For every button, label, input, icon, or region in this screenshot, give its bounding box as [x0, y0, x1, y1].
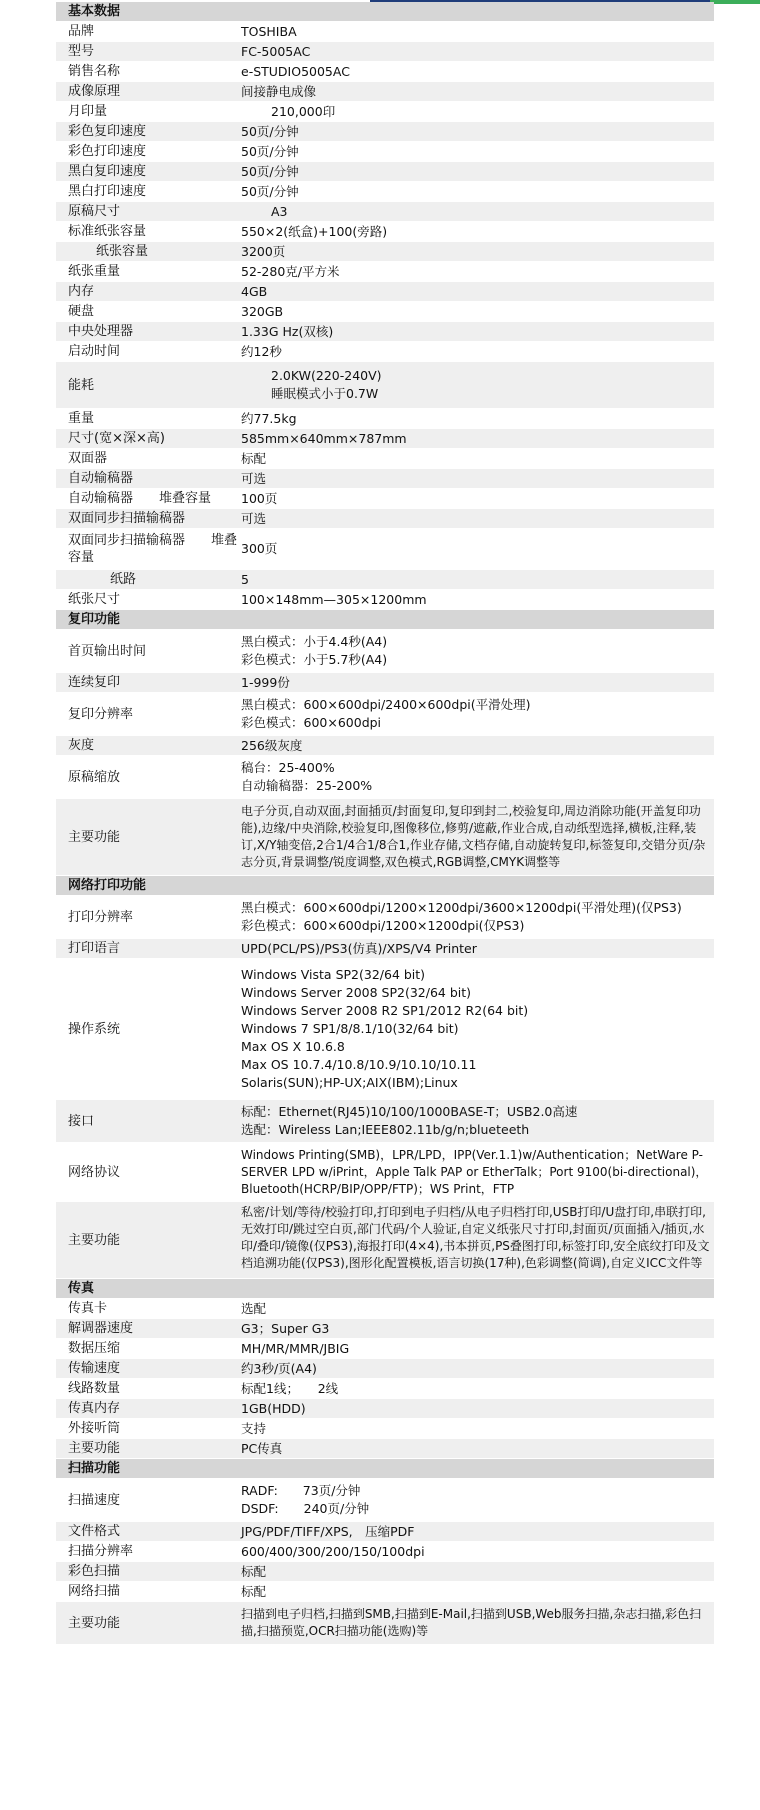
spec-row [56, 42, 714, 62]
spec-label: 复印分辨率 [68, 706, 134, 722]
spec-label: 文件格式 [68, 1524, 121, 1539]
spec-value: 1-999份 [241, 674, 290, 690]
spec-value: 300页 [241, 541, 278, 556]
spec-label: 传真内存 [68, 1401, 121, 1416]
spec-label: 原稿尺寸 [68, 204, 121, 219]
spec-row [56, 1439, 714, 1459]
spec-value [241, 799, 710, 875]
spec-row [56, 429, 714, 449]
spec-row [56, 799, 714, 876]
spec-row [56, 489, 714, 509]
spec-value [241, 1602, 710, 1644]
spec-label: 主要功能 [68, 829, 121, 845]
spec-row [56, 509, 714, 529]
spec-value: 585mm×640mm×787mm [241, 430, 407, 446]
spec-row [56, 756, 714, 799]
spec-value: 约12秒 [241, 343, 282, 359]
spec-value: 50页/分钟 [241, 123, 299, 139]
spec-value-line: RADF: 73页/分钟 [241, 1483, 361, 1498]
spec-label: 重量 [68, 411, 95, 426]
spec-label: 自动输稿器 堆叠容量 [68, 491, 212, 506]
spec-value: 50页/分钟 [241, 183, 299, 199]
spec-value [241, 1143, 710, 1201]
spec-row [56, 322, 714, 342]
spec-label: 月印量 [68, 104, 108, 119]
spec-label: 彩色打印速度 [68, 144, 147, 159]
spec-label: 中央处理器 [68, 324, 134, 339]
spec-value: 支持 [241, 1420, 267, 1436]
spec-label: 彩色扫描 [68, 1564, 121, 1579]
section-header [56, 1279, 714, 1299]
spec-row [56, 362, 714, 409]
spec-value-line: Max OS X 10.6.8 [241, 1039, 345, 1054]
section-title: 扫描功能 [68, 1461, 121, 1476]
spec-value: UPD(PCL/PS)/PS3(仿真)/XPS/V4 Printer [241, 940, 477, 956]
spec-value: 5 [241, 571, 249, 587]
spec-value: G3；Super G3 [241, 1320, 330, 1336]
spec-value: 50页/分钟 [241, 163, 299, 179]
spec-label: 启动时间 [68, 344, 121, 359]
spec-value: 选配 [241, 1300, 267, 1316]
spec-label: 线路数量 [68, 1381, 121, 1396]
spec-label: 传真卡 [68, 1301, 108, 1316]
spec-label: 接口 [68, 1113, 95, 1129]
spec-value-line: Windows Server 2008 R2 SP1/2012 R2(64 bit) [241, 1003, 529, 1018]
spec-row [56, 1479, 714, 1522]
spec-label: 黑白打印速度 [68, 184, 147, 199]
spec-row [56, 673, 714, 693]
spec-table [56, 2, 714, 1645]
spec-value: 标配 [241, 1583, 267, 1599]
spec-value-line: Windows 7 SP1/8/8.1/10(32/64 bit) [241, 1021, 459, 1036]
spec-value-line: Solaris(SUN);HP-UX;AIX(IBM);Linux [241, 1075, 458, 1090]
spec-value-line: Windows Server 2008 SP2(32/64 bit) [241, 985, 472, 1000]
spec-value: 约77.5kg [241, 410, 297, 426]
spec-label: 双面器 [68, 451, 108, 466]
spec-value: 100×148mm—305×1200mm [241, 591, 427, 607]
spec-value [241, 693, 710, 735]
spec-value: TOSHIBA [241, 23, 297, 39]
section-header [56, 876, 714, 896]
spec-label: 双面同步扫描输稿器 堆叠容量 [68, 533, 238, 565]
spec-row [56, 182, 714, 202]
spec-label: 打印分辨率 [68, 909, 134, 925]
spec-label: 成像原理 [68, 84, 121, 99]
spec-row [56, 1339, 714, 1359]
spec-value: FC-5005AC [241, 43, 311, 59]
spec-row [56, 1299, 714, 1319]
spec-value-line: 2.0KW(220-240V) [271, 368, 382, 383]
spec-label: 外接听筒 [68, 1421, 121, 1436]
spec-label: 自动输稿器 [68, 471, 134, 486]
spec-row [56, 262, 714, 282]
spec-row [56, 959, 714, 1100]
spec-label: 内存 [68, 284, 95, 299]
section-title: 基本数据 [68, 4, 121, 19]
spec-value-line: Max OS 10.7.4/10.8/10.9/10.10/10.11 [241, 1057, 477, 1072]
spec-row [56, 82, 714, 102]
spec-label: 纸张尺寸 [68, 592, 121, 607]
spec-value: 标配1线； 2线 [241, 1380, 339, 1396]
spec-row [56, 630, 714, 673]
spec-value [241, 1202, 710, 1278]
spec-row [56, 1399, 714, 1419]
spec-row [56, 469, 714, 489]
spec-label: 主要功能 [68, 1441, 121, 1456]
spec-row [56, 1562, 714, 1582]
spec-label: 解调器速度 [68, 1321, 134, 1336]
spec-label: 连续复印 [68, 675, 121, 690]
spec-value-line: 电子分页,自动双面,封面插页/封面复印,复印到封二,校验复印,周边消除功能(开盖复印功能),边缘/中央消除,校验复印,图像移位,修剪/遮蔽,作业合成,自动纸型选择,横板,注释,装订,X/Y轴变倍,2合1/4合1/8合1,作业存储,文档存储,自动旋转复印,标签复印,交错分页/杂志分页,背景调整/锐度调整,双色模式,RGB调整,CMYK调整等 [241, 804, 706, 869]
spec-value: 3200页 [241, 243, 286, 259]
spec-value-line: 彩色模式：600×600dpi/1200×1200dpi(仅PS3) [241, 918, 525, 933]
spec-value: 600/400/300/200/150/100dpi [241, 1543, 425, 1559]
spec-value: 256级灰度 [241, 737, 303, 753]
spec-value [241, 630, 710, 672]
spec-value: 约3秒/页(A4) [241, 1360, 317, 1376]
spec-value [241, 1479, 710, 1521]
spec-row [56, 242, 714, 262]
spec-value: MH/MR/MMR/JBIG [241, 1340, 350, 1356]
spec-value: 标配 [241, 1563, 267, 1579]
spec-row [56, 693, 714, 736]
spec-row [56, 1582, 714, 1602]
spec-label: 传输速度 [68, 1361, 121, 1376]
spec-label: 数据压缩 [68, 1341, 121, 1356]
spec-label: 操作系统 [68, 1021, 121, 1037]
spec-label: 标准纸张容量 [68, 224, 147, 239]
spec-row [56, 736, 714, 756]
spec-value-line: 标配：Ethernet(RJ45)10/100/1000BASE-T；USB2.0高速 [241, 1104, 578, 1119]
spec-value: A3 [271, 203, 288, 219]
spec-label: 型号 [68, 44, 95, 59]
spec-row [56, 570, 714, 590]
spec-value: 1.33G Hz(双核) [241, 323, 334, 339]
spec-value-line: DSDF: 240页/分钟 [241, 1501, 370, 1516]
spec-row [56, 896, 714, 939]
spec-label: 主要功能 [68, 1615, 121, 1631]
spec-row [56, 449, 714, 469]
spec-row [56, 142, 714, 162]
spec-value: 320GB [241, 303, 284, 319]
spec-value-line: Windows Printing(SMB)，LPR/LPD，IPP(Ver.1.1)w/Authentication；NetWare P-SERVER LPD w/iPrint，Apple Talk PAP or EtherTalk；Port 9100(bi-directional)，Bluetooth(HCRP/BIP/OPP/FTP)；WS Print，FTP [241, 1147, 708, 1196]
spec-label: 主要功能 [68, 1232, 121, 1248]
spec-row [56, 162, 714, 182]
spec-row [56, 302, 714, 322]
spec-row [56, 62, 714, 82]
spec-row [56, 939, 714, 959]
spec-row [56, 1319, 714, 1339]
spec-row [56, 1202, 714, 1279]
spec-value: 100页 [241, 490, 278, 506]
spec-row [56, 1419, 714, 1439]
spec-row [56, 1359, 714, 1379]
spec-label: 纸路 [110, 572, 137, 587]
section-header [56, 2, 714, 22]
top-accent-green [710, 0, 760, 4]
spec-row [56, 202, 714, 222]
section-title: 网络打印功能 [68, 878, 147, 893]
spec-row [56, 102, 714, 122]
spec-label: 双面同步扫描输稿器 [68, 511, 186, 526]
spec-value [241, 959, 710, 1099]
spec-label: 销售名称 [68, 64, 121, 79]
spec-row [56, 1143, 714, 1202]
section-title: 复印功能 [68, 612, 121, 627]
spec-label: 硬盘 [68, 304, 95, 319]
spec-value: 间接静电成像 [241, 83, 317, 99]
spec-value: 可选 [241, 510, 267, 526]
spec-row [56, 529, 714, 570]
spec-label: 首页输出时间 [68, 643, 147, 659]
spec-row [56, 1602, 714, 1645]
spec-value: 1GB(HDD) [241, 1400, 306, 1416]
spec-row [56, 342, 714, 362]
spec-label: 灰度 [68, 738, 95, 753]
spec-value: JPG/PDF/TIFF/XPS, 压缩PDF [241, 1523, 415, 1539]
spec-value-line: 彩色模式：小于5.7秒(A4) [241, 652, 388, 667]
spec-row [56, 1379, 714, 1399]
spec-value [241, 896, 710, 938]
spec-value-line: Windows Vista SP2(32/64 bit) [241, 967, 426, 982]
spec-value: 50页/分钟 [241, 143, 299, 159]
spec-value-line: 扫描到电子归档,扫描到SMB,扫描到E-Mail,扫描到USB,Web服务扫描,杂志扫描,彩色扫描,扫描预览,OCR扫描功能(选购)等 [241, 1607, 702, 1638]
section-header [56, 1459, 714, 1479]
spec-label: 打印语言 [68, 941, 121, 956]
spec-value-line: 黑白模式：600×600dpi/1200×1200dpi/3600×1200dpi(平滑处理)(仅PS3) [241, 900, 682, 915]
spec-row [56, 1100, 714, 1143]
spec-label: 彩色复印速度 [68, 124, 147, 139]
spec-label: 黑白复印速度 [68, 164, 147, 179]
spec-value: e-STUDIO5005AC [241, 63, 350, 79]
spec-row [56, 122, 714, 142]
spec-value-line: 稿台：25-400% [241, 760, 335, 775]
spec-row [56, 22, 714, 42]
spec-value: 210,000印 [271, 103, 336, 119]
spec-value: 可选 [241, 470, 267, 486]
spec-value-line: 私密/计划/等待/校验打印,打印到电子归档/从电子归档打印,USB打印/U盘打印,串联打印,无效打印/跳过空白页,部门代码/个人验证,自定义纸张尺寸打印,封面页/页面插入/插页,水印/叠印/镜像(仅PS3),海报打印(4×4),书本拼页,PS叠图打印,标签打印,安全底纹打印及文档追溯功能(仅PS3),图形化配置模板,语言切换(17种),色彩调整(简调),自定义ICC文件等 [241, 1205, 710, 1270]
spec-label: 扫描分辨率 [68, 1544, 134, 1559]
spec-value [241, 1100, 710, 1142]
spec-label: 纸张容量 [96, 244, 149, 259]
spec-row [56, 282, 714, 302]
spec-value: 标配 [241, 450, 267, 466]
spec-value: PC传真 [241, 1440, 283, 1456]
spec-value: 550×2(纸盒)+100(旁路) [241, 223, 388, 239]
spec-label: 扫描速度 [68, 1492, 121, 1508]
spec-row [56, 222, 714, 242]
spec-label: 网络扫描 [68, 1584, 121, 1599]
spec-label: 网络协议 [68, 1164, 121, 1180]
section-title: 传真 [68, 1281, 95, 1296]
spec-value-line: 彩色模式：600×600dpi [241, 715, 382, 730]
spec-label: 纸张重量 [68, 264, 121, 279]
spec-row [56, 590, 714, 610]
spec-value-line: 黑白模式：600×600dpi/2400×600dpi(平滑处理) [241, 697, 531, 712]
spec-value-line: 选配：Wireless Lan;IEEE802.11b/g/n;blueteeth [241, 1122, 530, 1137]
section-header [56, 610, 714, 630]
spec-value-line: 黑白模式：小于4.4秒(A4) [241, 634, 388, 649]
spec-value-line: 自动输稿器：25-200% [241, 778, 373, 793]
spec-value: 52-280克/平方米 [241, 263, 340, 279]
spec-label: 原稿缩放 [68, 769, 121, 785]
spec-label: 尺寸(宽×深×高) [68, 431, 165, 446]
spec-label: 品牌 [68, 24, 95, 39]
spec-value: 4GB [241, 283, 268, 299]
spec-row [56, 1522, 714, 1542]
spec-value [241, 756, 710, 798]
spec-value-line: 睡眠模式小于0.7W [271, 386, 379, 401]
spec-label: 能耗 [68, 377, 95, 393]
spec-row [56, 409, 714, 429]
spec-row [56, 1542, 714, 1562]
spec-value [271, 362, 710, 408]
